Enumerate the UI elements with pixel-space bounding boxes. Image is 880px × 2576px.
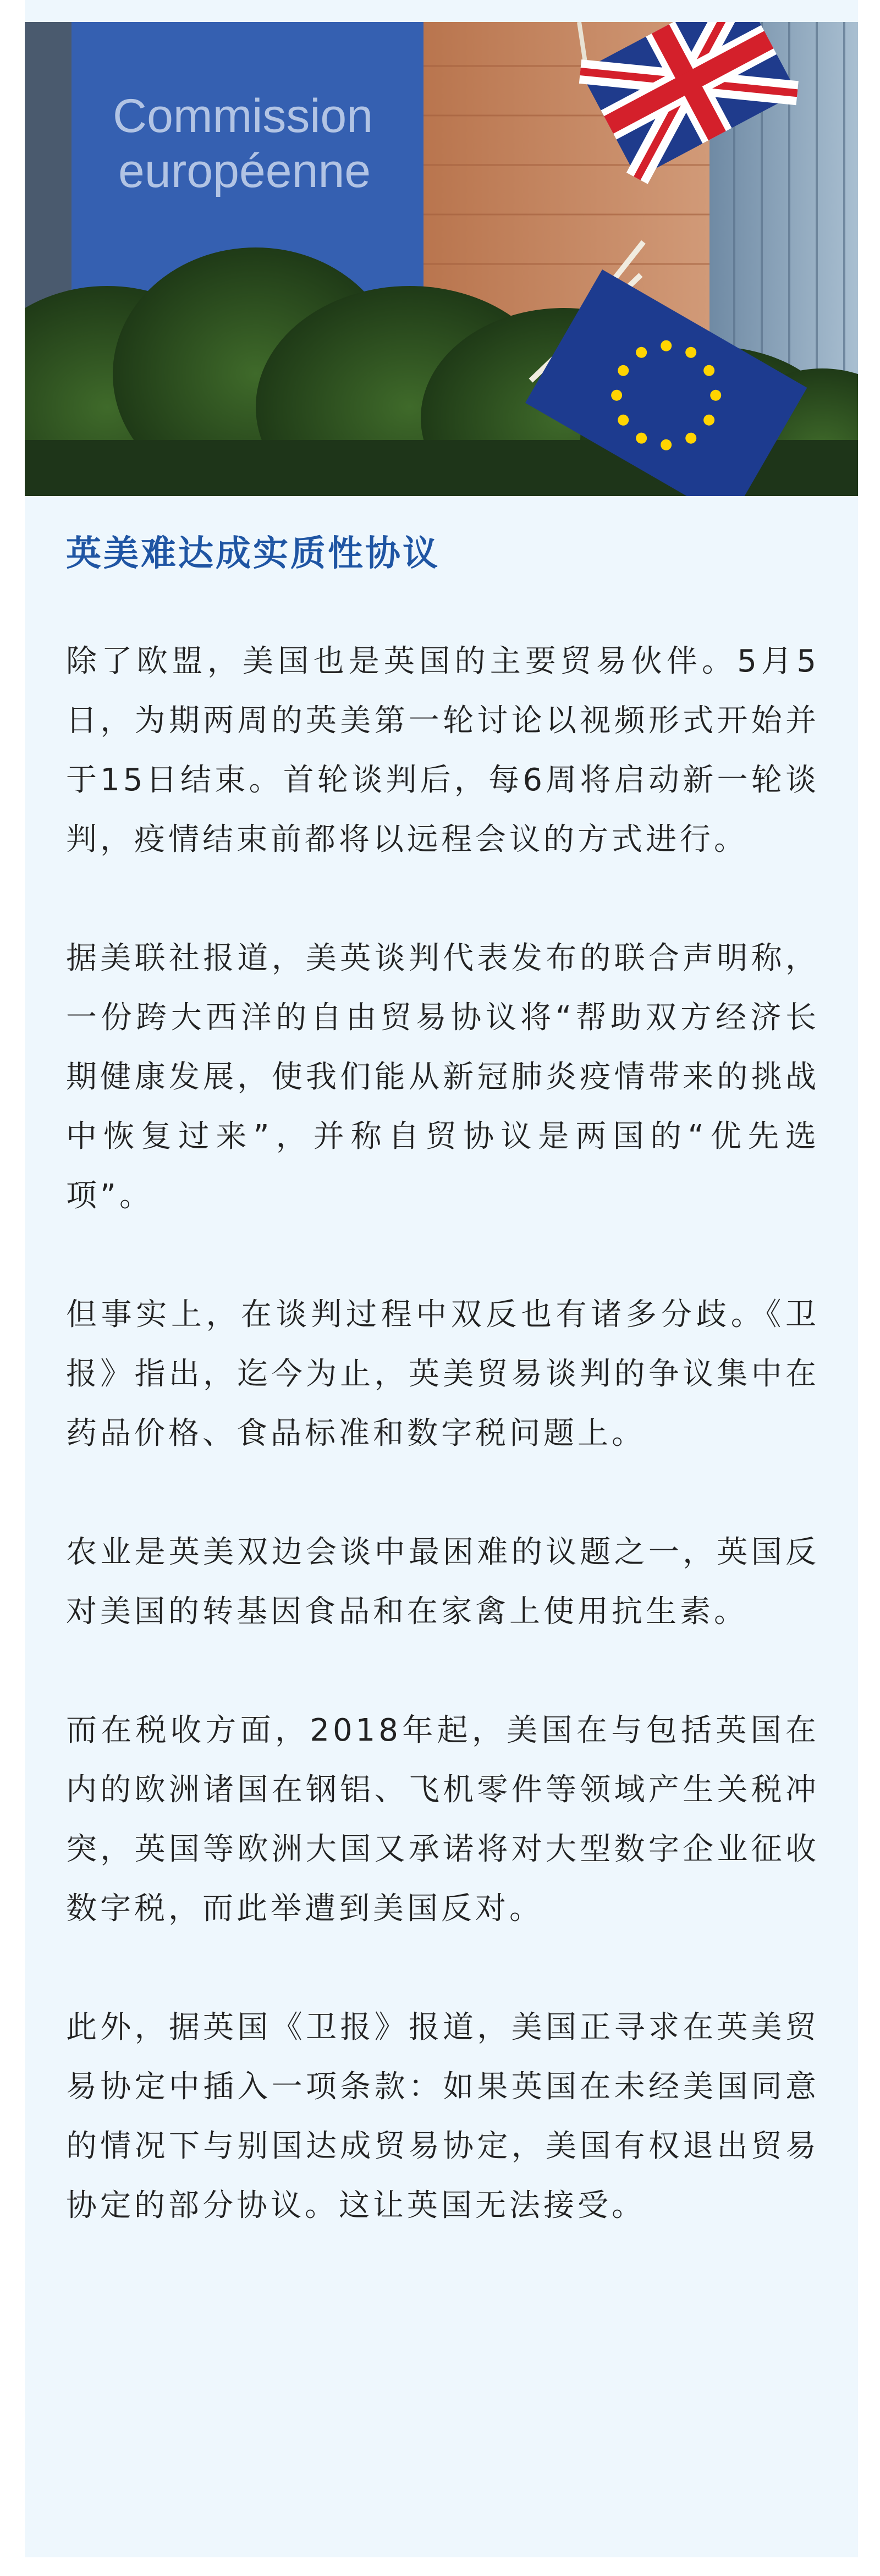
paragraph: 据美联社报道，美英谈判代表发布的联合声明称，一份跨大西洋的自由贸易协议将“帮助双方经济长期健康发展，使我们能从新冠肺炎疫情带来的挑战中恢复过来”，并称自贸协议是两国的“优先选项”。	[66, 940, 820, 1214]
paragraph: 而在税收方面，2018年起，美国在与包括英国在内的欧洲诸国在钢铝、飞机零件等领域产生关税冲突，英国等欧洲大国又承诺将对大型数字企业征收数字税，而此举遭到美国反对。	[66, 1713, 820, 1927]
article-heading: 英美难达成实质性协议	[66, 533, 440, 574]
paragraph: 此外，据英国《卫报》报道，美国正寻求在英美贸易协定中插入一项条款：如果英国在未经美国同意的情况下与别国达成贸易协定，美国有权退出贸易协定的部分协议。这让英国无法接受。	[66, 2010, 820, 2223]
sign-line-1: Commission	[113, 90, 373, 142]
hero-photo-illustration	[25, 22, 858, 496]
article-body	[66, 531, 820, 2295]
paragraph: 但事实上，在谈判过程中双反也有诸多分歧。《卫报》指出，迄今为止，英美贸易谈判的争议集中在药品价格、食品标准和数字税问题上。	[66, 1297, 820, 1451]
paragraph: 农业是英美双边会谈中最困难的议题之一，英国反对美国的转基因食品和在家禽上使用抗生素。	[66, 1534, 820, 1630]
paragraph: 除了欧盟，美国也是英国的主要贸易伙伴。5月5日，为期两周的英美第一轮讨论以视频形式开始并于15日结束。首轮谈判后，每6周将启动新一轮谈判，疫情结束前都将以远程会议的方式进行。	[66, 643, 820, 857]
sign-line-2: européenne	[118, 145, 371, 197]
hero-image	[25, 22, 858, 496]
